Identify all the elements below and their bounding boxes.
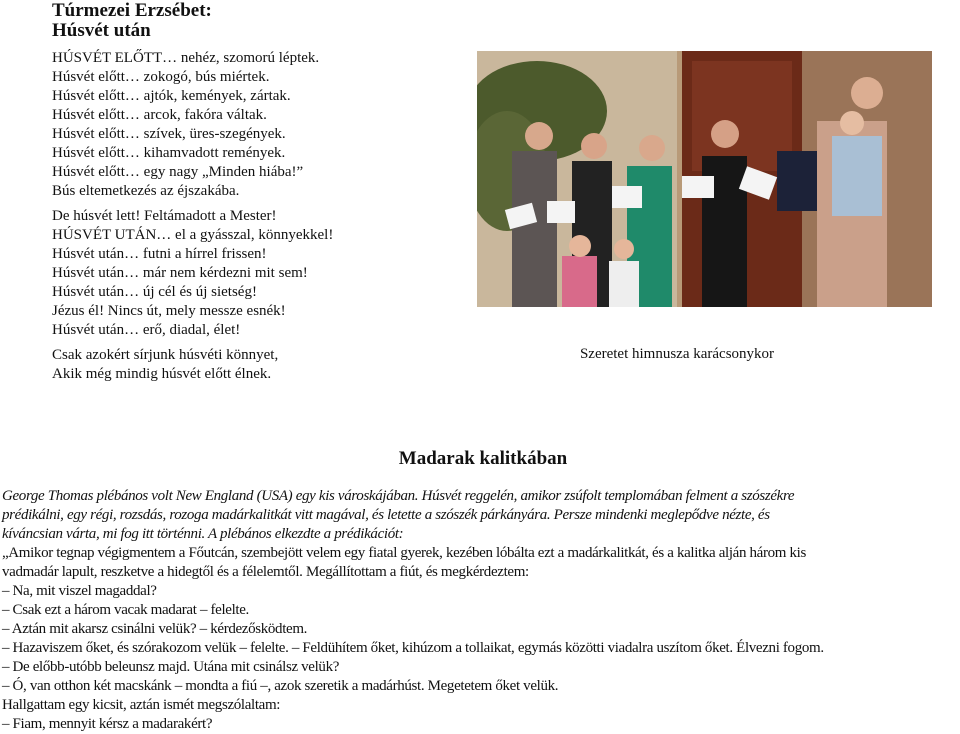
poem-author: Túrmezei Erzsébet:	[52, 0, 212, 21]
choir-photo	[477, 51, 932, 307]
story-intro	[2, 487, 824, 544]
text-line: – Csak ezt a három vacak madarat – felelte.	[2, 602, 249, 618]
photo-caption: Szeretet himnusza karácsonykor	[579, 346, 775, 362]
text-line: – Ó, van otthon két macskánk – mondta a fiú –, azok szeretik a madárhúst. Megetetem őket velük.	[2, 678, 559, 694]
text-line: Csak azokért sírjunk húsvéti könnyet,	[52, 347, 279, 363]
story-body	[2, 487, 824, 734]
text-line: Húsvét után… új cél és új sietség!	[52, 284, 257, 300]
text-line: – Hazaviszem őket, és szórakozom velük – felelte. – Feldühítem őket, kihúzom a tollaikat, egymás közötti viadalra uszítom őket. Élvezni fogom.	[2, 640, 824, 656]
stanza-2	[52, 207, 333, 340]
text-line: Húsvét után… futni a hírrel frissen!	[52, 246, 267, 262]
text-line: „Amikor tegnap végigmentem a Főutcán, szembejött velem egy fiatal gyerek, kezében lóbálta ezt a madárkalitkát, és a kalitka alján három kis	[2, 545, 806, 561]
text-line: Húsvét után… erő, diadal, élet!	[52, 322, 241, 338]
stanza-3	[52, 346, 333, 384]
text-line: Húsvét előtt… arcok, fakóra váltak.	[52, 107, 267, 123]
story-dialogue	[2, 544, 824, 734]
poem-title: Húsvét után	[52, 20, 151, 41]
text-line: HÚSVÉT ELŐTT… nehéz, szomorú léptek.	[52, 50, 320, 66]
text-line: – Na, mit viszel magaddal?	[2, 583, 157, 599]
text-line: De húsvét lett! Feltámadott a Mester!	[52, 208, 277, 224]
story-heading: Madarak kalitkában	[398, 448, 568, 469]
text-line: – Fiam, mennyit kérsz a madarakért?	[2, 716, 213, 732]
text-line: Húsvét előtt… egy nagy „Minden hiába!”	[52, 164, 304, 180]
text-line: prédikálni, egy régi, rozsdás, rozoga madárkalitkát vitt magával, és letette a szószék párkányára. Persze mindenki meglepődve nézte, és	[2, 507, 770, 523]
text-line: – Aztán mit akarsz csinálni velük? – kérdezősködtem.	[2, 621, 308, 637]
text-line: Hallgattam egy kicsit, aztán ismét megszólaltam:	[2, 697, 281, 713]
text-line: Húsvét előtt… zokogó, bús miértek.	[52, 69, 270, 85]
text-line: HÚSVÉT UTÁN… el a gyásszal, könnyekkel!	[52, 227, 334, 243]
poem-body	[52, 49, 333, 384]
text-line: Akik még mindig húsvét előtt élnek.	[52, 366, 272, 382]
text-line: Bús eltemetkezés az éjszakába.	[52, 183, 240, 199]
text-line: Húsvét után… már nem kérdezni mit sem!	[52, 265, 308, 281]
text-line: vadmadár lapult, reszketve a hidegtől és a félelemtől. Megállítottam a fiút, és megkérdeztem:	[2, 564, 529, 580]
text-line: Jézus él! Nincs út, mely messze esnék!	[52, 303, 286, 319]
stanza-1	[52, 49, 333, 201]
text-line: Húsvét előtt… szívek, üres-szegények.	[52, 126, 286, 142]
text-line: kíváncsian várta, mi fog itt történni. A plébános elkezdte a prédikációt:	[2, 526, 404, 542]
text-line: George Thomas plébános volt New England (USA) egy kis városkájában. Húsvét reggelén, amikor zsúfolt templomában felment a szószékre	[2, 488, 795, 504]
text-line: Húsvét előtt… kihamvadott remények.	[52, 145, 286, 161]
text-line: – De előbb-utóbb beleunsz majd. Utána mit csinálsz velük?	[2, 659, 340, 675]
text-line: Húsvét előtt… ajtók, kemények, zártak.	[52, 88, 291, 104]
